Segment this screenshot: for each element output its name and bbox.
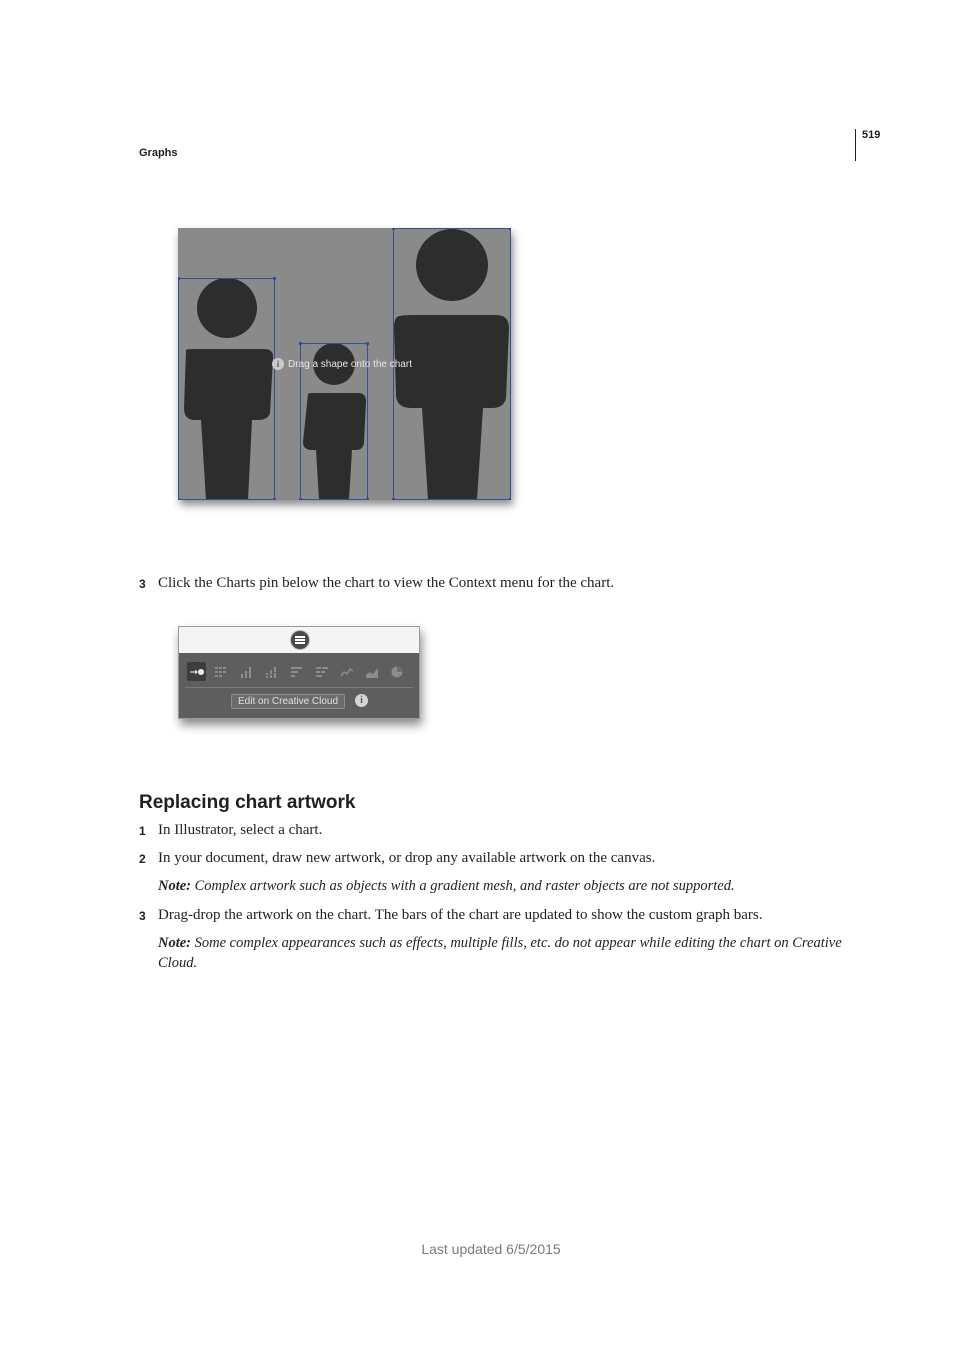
stacked-bar-icon[interactable]: [262, 662, 281, 681]
stacked-horizontal-bar-icon[interactable]: [312, 662, 331, 681]
menu-divider: [185, 687, 413, 688]
note: [158, 876, 848, 896]
charts-context-menu-figure: [178, 626, 420, 719]
person-shape-1-head: [197, 278, 257, 338]
horizontal-bar-icon[interactable]: [287, 662, 306, 681]
step-text: Drag-drop the artwork on the chart. The bars of the chart are updated to show the custom graph bars.: [158, 907, 763, 923]
step-number: 3: [139, 577, 146, 591]
step-text: Click the Charts pin below the chart to view the Context menu for the chart.: [158, 575, 615, 591]
person-shape-1-body: [184, 349, 273, 500]
header-divider: [855, 129, 856, 161]
step-text: In Illustrator, select a chart.: [158, 822, 323, 838]
shape-icon[interactable]: [187, 662, 206, 681]
note-label: Note:: [158, 935, 192, 951]
step-number: 2: [139, 852, 146, 866]
section-heading: Replacing chart artwork: [139, 792, 356, 813]
person-shape-2-body: [303, 393, 366, 500]
tooltip-text: Drag a shape onto the chart: [288, 358, 412, 370]
note-text: Complex artwork such as objects with a gradient mesh, and raster objects are not supported.: [191, 878, 735, 894]
footer: [0, 1241, 954, 1257]
bar-chart-icon[interactable]: [237, 662, 256, 681]
menu-pin-icon[interactable]: [290, 630, 310, 650]
note: [158, 933, 848, 973]
chart-type-toolbar: [187, 662, 406, 681]
step-number: 1: [139, 824, 146, 838]
step-number: 3: [139, 909, 146, 923]
person-shape-3-body: [394, 315, 509, 500]
running-header: Graphs: [139, 147, 178, 159]
info-icon: i: [272, 358, 284, 370]
step-text: In your document, draw new artwork, or drop any available artwork on the canvas.: [158, 850, 656, 866]
note-text: Some complex appearances such as effects, multiple fills, etc. do not appear while editing the chart on Creative Cloud.: [158, 935, 842, 971]
pie-chart-icon[interactable]: [387, 662, 406, 681]
line-chart-icon[interactable]: [337, 662, 356, 681]
person-shape-3-head: [416, 229, 488, 301]
dot-grid-icon[interactable]: [212, 662, 231, 681]
last-updated: Last updated 6/5/2015: [421, 1241, 561, 1257]
drag-shape-tooltip: [272, 358, 412, 370]
page-number: 519: [862, 129, 881, 141]
note-label: Note:: [158, 878, 192, 894]
chart-screenshot-figure: [178, 228, 511, 500]
edit-on-creative-cloud-button[interactable]: Edit on Creative Cloud: [231, 694, 345, 709]
info-icon[interactable]: i: [355, 694, 368, 707]
area-chart-icon[interactable]: [362, 662, 381, 681]
